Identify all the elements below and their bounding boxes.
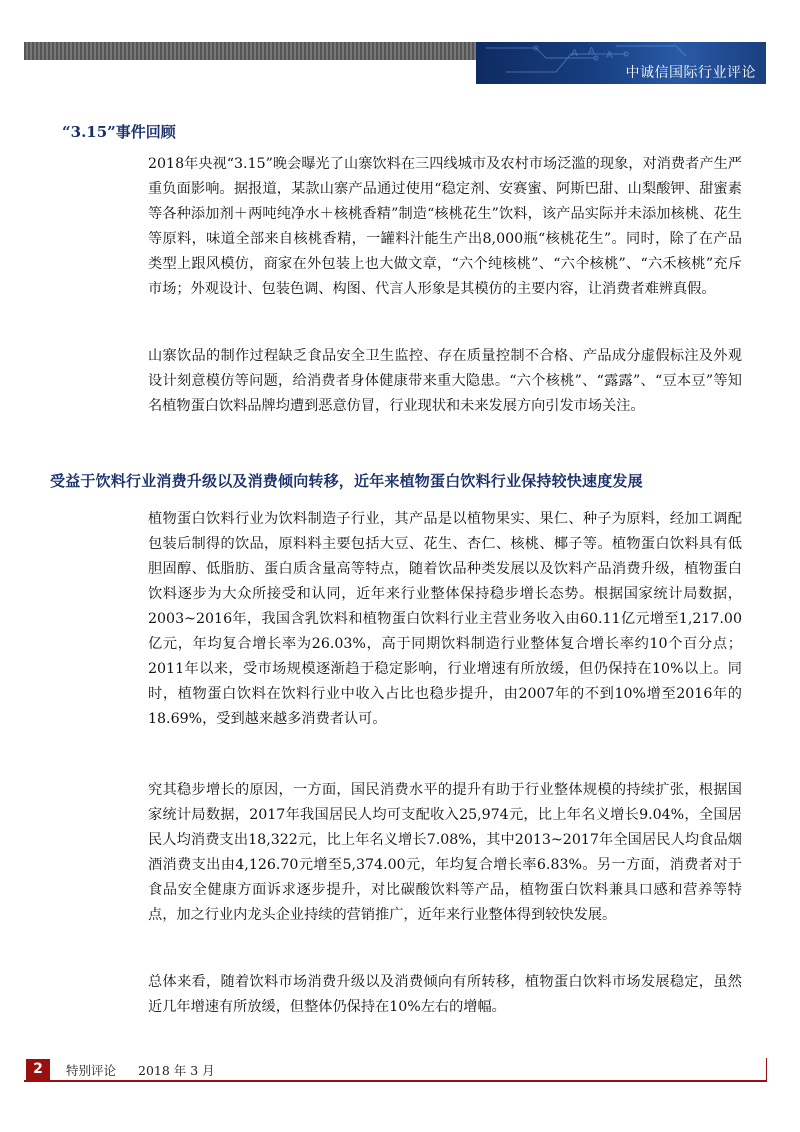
header-banner <box>476 42 766 84</box>
svg-text:A: A <box>571 48 578 59</box>
svg-text:A: A <box>606 50 613 61</box>
paragraph: 植物蛋白饮料行业为饮料制造子行业，其产品是以植物果实、果仁、种子为原料，经加工调配包装后制得的饮品，原料料主要包括大豆、花生、杏仁、核桃、椰子等。植物蛋白饮料具有低胆固醇、低脂肪、蛋白质含量高等特点，随着饮品种类发展以及饮料产品消费升级，植物蛋白饮料逐步为大众所接受和认同，近年来行业整体保持稳步增长态势。根据国家统计局数据，2003~2016年，我国含乳饮料和植物蛋白饮料行业主营业务收入由60.11亿元增至1,217.00亿元，年均复合增长率为26.03%，高于同期饮料制造行业整体复合增长率约10个百分点；2011年以来，受市场规模逐渐趋于稳定影响，行业增速有所放缓，但仍保持在10%以上。同时，植物蛋白饮料在饮料行业中收入占比也稳步提升，由2007年的不到10%增至2016年的18.69%，受到越来越多消费者认可。 <box>148 511 742 727</box>
section-heading-event-review: “3.15”事件回顾 <box>62 123 176 141</box>
svg-text:A: A <box>588 46 595 57</box>
section-heading-industry-growth: 受益于饮料行业消费升级以及消费倾向转移，近年来植物蛋白饮料行业保持较快速度发展 <box>50 472 643 490</box>
footer-date: 2018 年 3 月 <box>138 1063 215 1078</box>
paragraph: 总体来看，随着饮料市场消费升级以及消费倾向有所转移，植物蛋白饮料市场发展稳定，虽然近几年增速有所放缓，但整体仍保持在10%左右的增幅。 <box>148 974 742 1015</box>
paragraph: 山寨饮品的制作过程缺乏食品安全卫生监控、存在质量控制不合格、产品成分虚假标注及外观设计刻意模仿等问题，给消费者身体健康带来重大隐患。“六个核桃”、“露露”、“豆本豆”等知名植物蛋白饮料品牌均遭到恶意仿冒，行业现状和未来发展方向引发市场关注。 <box>148 348 742 414</box>
header-title: 中诚信国际行业评论 <box>625 65 756 81</box>
page-number: 2 <box>26 1059 50 1080</box>
footer-publication: 特别评论 <box>66 1063 117 1078</box>
footer-divider <box>24 1080 766 1082</box>
paragraph: 究其稳步增长的原因，一方面，国民消费水平的提升有助于行业整体规模的持续扩张，根据国家统计局数据，2017年我国居民人均可支配收入25,974元，比上年名义增长9.04%，全国居民人均消费支出18,322元，比上年名义增长7.08%，其中2013~2017年全国居民人均食品烟酒消费支出由4,126.70元增至5,374.00元，年均复合增长率6.83%。另一方面，消费者对于食品安全健康方面诉求逐步提升，对比碳酸饮料等产品，植物蛋白饮料兼具口感和营养等特点，加之行业内龙头企业持续的营销推广，近年来行业整体得到较快发展。 <box>148 782 742 923</box>
paragraph: 2018年央视“3.15”晚会曝光了山寨饮料在三四线城市及农村市场泛滥的现象，对消费者产生严重负面影响。据报道，某款山寨产品通过使用“稳定剂、安赛蜜、阿斯巴甜、山梨酸钾、甜蜜素等各种添加剂＋两吨纯净水＋核桃香精”制造“核桃花生”饮料，该产品实际并未添加核桃、花生等原料，味道全部来自核桃香精，一罐料汁能生产出8,000瓶“核桃花生”。同时，除了在产品类型上跟风模仿，商家在外包装上也大做文章，“六个纯核桃”、“六仐核桃”、“六禾核桃”充斥市场；外观设计、包装色调、构图、代言人形象是其模仿的主要内容，让消费者难辨真假。 <box>148 156 742 297</box>
footer-divider-right <box>766 1058 767 1082</box>
footer-info <box>66 1061 233 1079</box>
